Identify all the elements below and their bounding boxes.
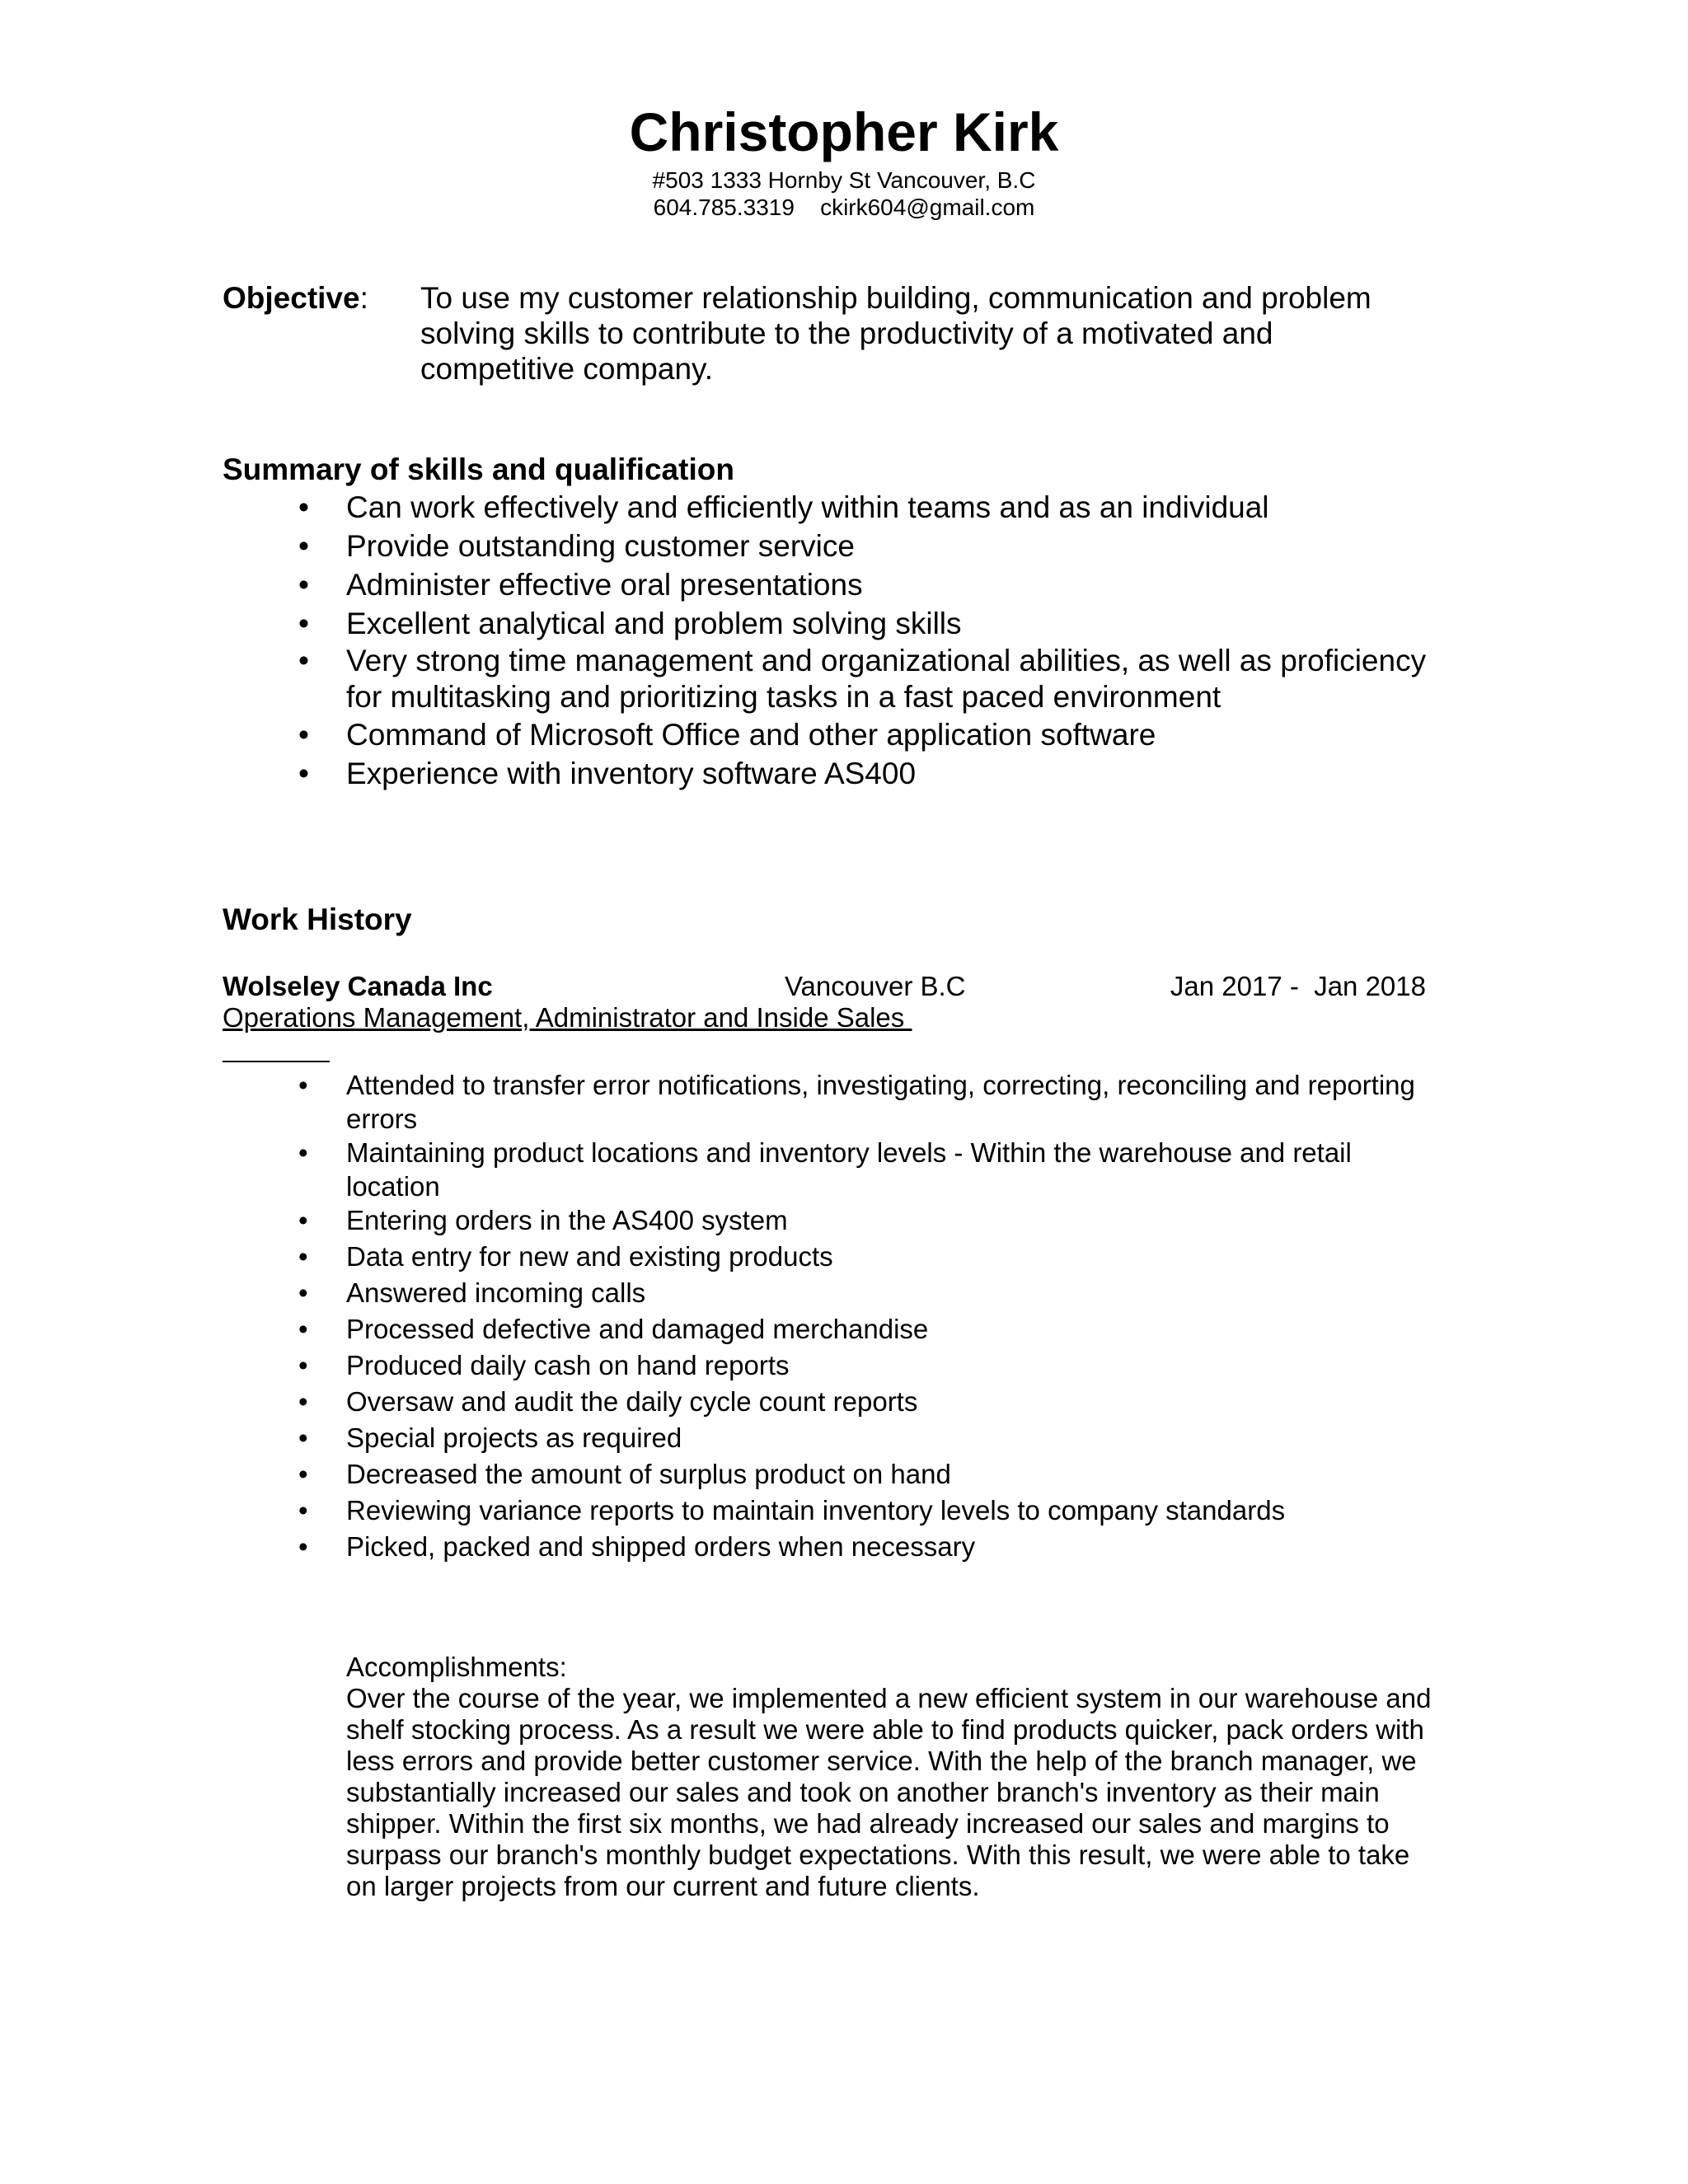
list-item: • Processed defective and damaged merchandise <box>298 1314 929 1344</box>
list-item: • Experience with inventory software AS400 <box>223 754 1434 793</box>
bullet-icon: • <box>298 568 309 602</box>
accomplishments-section <box>346 1652 1434 1902</box>
divider <box>223 1061 330 1062</box>
bullet-icon: • <box>298 757 309 790</box>
duties-list <box>223 1068 1434 1566</box>
list-item: • Entering orders in the AS400 system <box>298 1205 788 1235</box>
list-item: • Reviewing variance reports to maintain inventory levels to company standards <box>298 1495 1286 1526</box>
company-name: Wolseley Canada Inc <box>223 971 493 1001</box>
objective-text: To use my customer relationship building, communication and problem solving skills to contribute to the productivity of a motivated and competitive company. <box>420 281 1372 386</box>
bullet-icon: • <box>298 1241 308 1272</box>
list-item: • Command of Microsoft Office and other application software <box>223 715 1434 754</box>
bullet-icon: • <box>298 607 309 640</box>
bullet-icon: • <box>298 1495 308 1526</box>
bullet-icon: • <box>298 1422 308 1453</box>
list-item: • Decreased the amount of surplus product on hand <box>298 1459 951 1489</box>
list-item: • Can work effectively and efficiently within teams and as an individual <box>223 488 1434 527</box>
contact-line <box>0 194 1688 221</box>
job-title: Operations Management, Administrator and Inside Sales <box>223 1002 912 1033</box>
resume-header <box>0 97 1688 221</box>
bullet-icon: • <box>298 1459 308 1489</box>
work-history-heading: Work History <box>223 902 412 936</box>
job-dates: Jan 2017 - Jan 2018 <box>1170 971 1426 1001</box>
accomplishments-label: Accomplishments: <box>346 1652 567 1682</box>
list-item: • Administer effective oral presentations <box>223 565 1434 604</box>
bullet-icon: • <box>298 1350 308 1380</box>
bullet-icon: • <box>298 1277 308 1308</box>
bullet-icon: • <box>298 1314 308 1344</box>
list-item: • Oversaw and audit the daily cycle count reports <box>298 1386 918 1417</box>
accomplishments-text: Over the course of the year, we implemented a new efficient system in our warehouse and shelf stocking process. As a result we were able to find products quicker, pack orders with less errors and provide better customer service. With the help of the branch manager, we substantially increased our sales and took on another branch's inventory as their main shipper. Within the first six months, we had already increased our sales and margins to surpass our branch's monthly budget expectations. With this result, we were able to take on larger projects from our current and future clients. <box>346 1683 1432 1901</box>
email-address: ckirk604@gmail.com <box>820 194 1035 220</box>
bullet-icon: • <box>298 1531 308 1562</box>
bullet-icon: • <box>298 1070 308 1100</box>
phone-number: 604.785.3319 <box>653 194 795 220</box>
bullet-icon: • <box>298 1137 308 1168</box>
bullet-icon: • <box>298 529 309 563</box>
list-item: • Produced daily cash on hand reports <box>298 1350 790 1380</box>
bullet-icon: • <box>298 718 309 752</box>
objective-label: Objective: <box>223 281 368 315</box>
list-item: • Picked, packed and shipped orders when necessary <box>298 1531 976 1562</box>
list-item: • Attended to transfer error notifications, investigating, correcting, reconciling and reporting errors <box>298 1070 1415 1134</box>
list-item: • Provide outstanding customer service <box>223 527 1434 565</box>
bullet-icon: • <box>298 644 309 677</box>
bullet-icon: • <box>298 1205 308 1235</box>
list-item: • Excellent analytical and problem solving skills <box>223 604 1434 643</box>
list-item: • Special projects as required <box>298 1422 682 1453</box>
skills-heading: Summary of skills and qualification <box>223 452 734 486</box>
bullet-icon: • <box>298 1386 308 1417</box>
list-item: • Very strong time management and organizational abilities, as well as proficiency for multitasking and prioritizing tasks in a fast paced environment <box>298 644 1427 714</box>
skills-list <box>223 488 1434 793</box>
list-item: • Answered incoming calls <box>298 1277 646 1308</box>
job-location: Vancouver B.C <box>785 971 966 1001</box>
job-header <box>223 970 1426 1003</box>
address-line: #503 1333 Hornby St Vancouver, B.C <box>652 167 1036 193</box>
candidate-name: Christopher Kirk <box>629 101 1059 162</box>
list-item: • Data entry for new and existing products <box>298 1241 833 1272</box>
bullet-icon: • <box>298 490 309 524</box>
list-item: • Maintaining product locations and inventory levels - Within the warehouse and retail location <box>298 1137 1352 1202</box>
